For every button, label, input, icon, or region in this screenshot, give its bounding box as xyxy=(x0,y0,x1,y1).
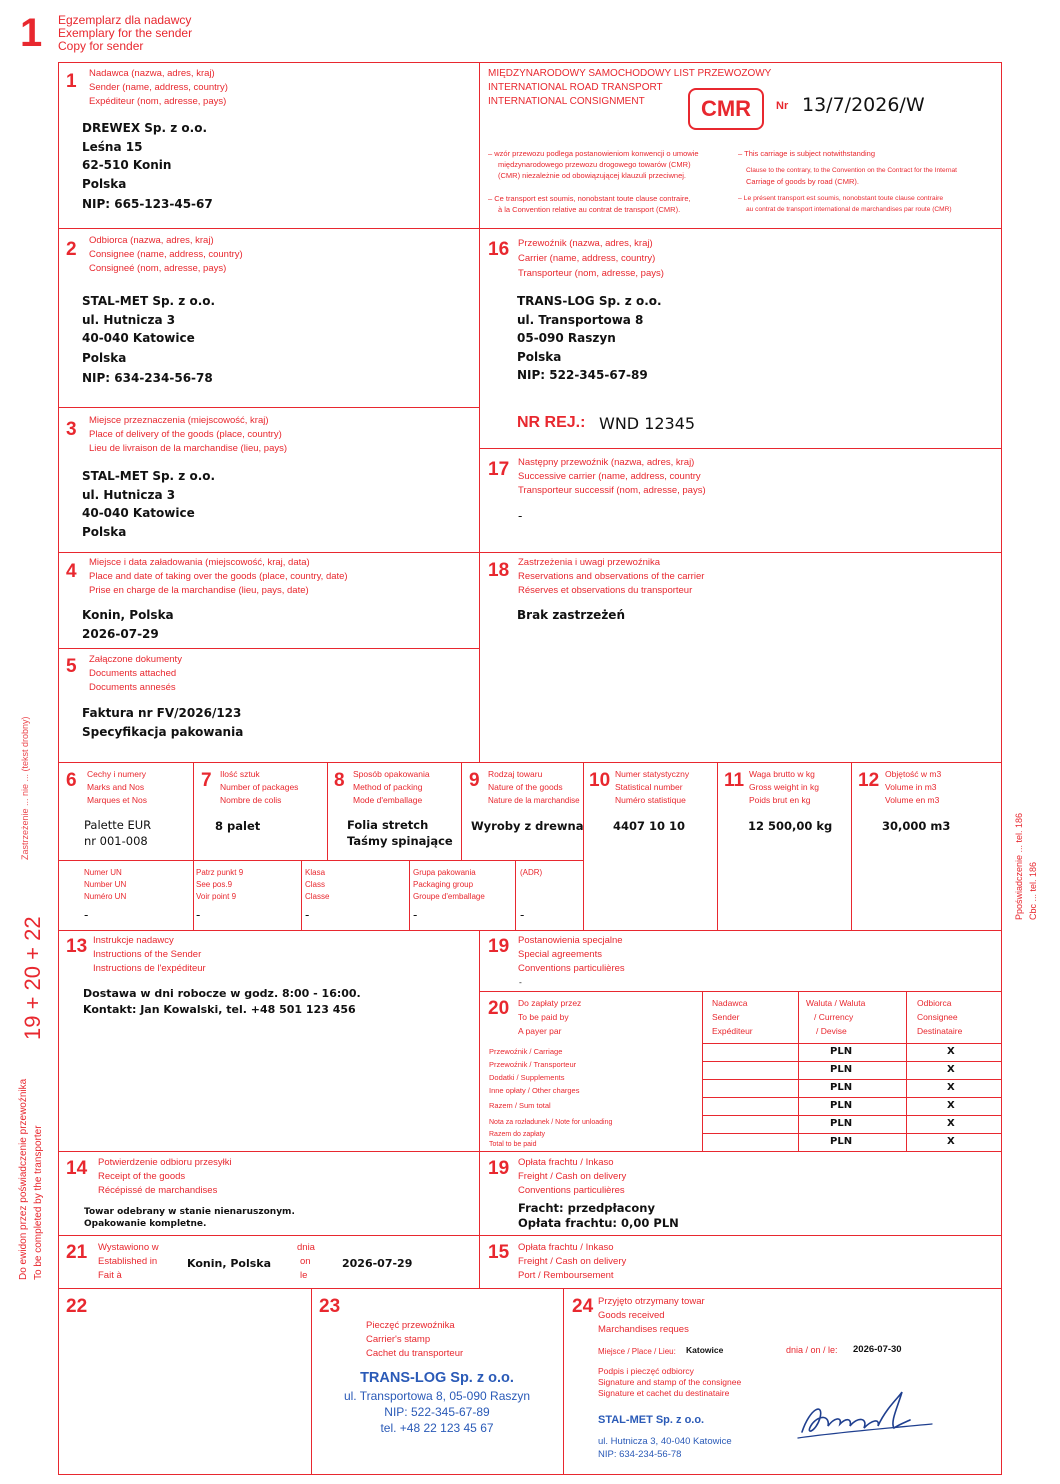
sender-nip: NIP: 665-123-45-67 xyxy=(82,197,213,211)
box5-label-fr: Documents annesés xyxy=(89,682,176,693)
copy-number: 1 xyxy=(20,11,43,55)
box2-label-fr: Consigneé (nom, adresse, pays) xyxy=(89,263,227,274)
consignee-stamp-nip: NIP: 634-234-56-78 xyxy=(598,1449,682,1460)
box12-label-pl: Objętość w m3 xyxy=(885,769,942,779)
adr-un-en: Number UN xyxy=(84,880,127,889)
box6-label-en: Marks and Nos xyxy=(87,782,145,792)
pay-row-consignee: X xyxy=(947,1046,955,1057)
delivery-name: STAL-MET Sp. z o.o. xyxy=(82,469,216,483)
cmr-badge: CMR xyxy=(688,88,764,130)
box15-number: 15 xyxy=(488,1242,510,1263)
box13-label-pl: Instrukcje nadawcy xyxy=(93,935,174,946)
box4-number: 4 xyxy=(66,561,77,582)
pay-row-currency: PLN xyxy=(830,1064,853,1075)
box7-label-pl: Ilość sztuk xyxy=(220,769,260,779)
box2-consignee xyxy=(82,292,215,388)
pay-row-currency: PLN xyxy=(830,1082,853,1093)
adr-group-pl: Grupa pakowania xyxy=(413,868,476,877)
box7-number: 7 xyxy=(201,770,212,791)
box9-label-pl: Rodzaj towaru xyxy=(488,769,543,779)
header-note-en1: – This carriage is subject notwithstanding xyxy=(738,149,876,158)
header-note-en4: – Le présent transport est soumis, nonobstant toute clause contraire xyxy=(738,195,944,202)
box24-date: 2026-07-30 xyxy=(853,1344,902,1355)
delivery-city: 40-040 Katowice xyxy=(82,506,195,520)
box20-number: 20 xyxy=(488,998,510,1019)
box6-number: 6 xyxy=(66,770,77,791)
box18-label-en: Reservations and observations of the carrier xyxy=(518,571,705,582)
box24-sign-en: Signature and stamp of the consignee xyxy=(598,1377,742,1387)
box1-number: 1 xyxy=(66,71,77,92)
pay-total-label-en: Total to be paid xyxy=(489,1141,537,1148)
pay-row-label: Nota za rozładunek / Note for unloading xyxy=(489,1119,613,1126)
consignee-nip: NIP: 634-234-56-78 xyxy=(82,371,213,385)
sender-name: DREWEX Sp. z o.o. xyxy=(82,121,207,135)
box9-number: 9 xyxy=(469,770,480,791)
box7-label-fr: Nombre de colis xyxy=(220,795,282,805)
consignee-name: STAL-MET Sp. z o.o. xyxy=(82,294,216,308)
pay-row-label: Przewoźnik / Transporteur xyxy=(489,1060,577,1069)
box24-label-pl: Przyjęto otrzymany towar xyxy=(598,1296,705,1307)
sender-country: Polska xyxy=(82,176,127,191)
header-note-fr1: – Ce transport est soumis, nonobstant toute clause contraire, xyxy=(488,194,691,203)
side-text-left-bottom1: Do ewidon przez poświadczenie przewoźnika xyxy=(18,1078,29,1280)
box12-label-fr: Volume en m3 xyxy=(885,795,940,805)
adr-un-fr: Numéro UN xyxy=(84,892,127,901)
box18-label-pl: Zastrzeżenia i uwagi przewoźnika xyxy=(518,557,661,568)
carrier-nip: NIP: 522-345-67-89 xyxy=(517,368,648,382)
side-text-left-top: Zastrzeżenie ... nie ... (tekst drobny) xyxy=(20,716,30,860)
side-text-left-mid: 19 + 20 + 22 xyxy=(20,916,45,1040)
pay-col-consignee-pl: Odbiorca xyxy=(917,998,952,1008)
box19a-number: 19 xyxy=(488,936,510,957)
adr-class-pl: Klasa xyxy=(305,868,326,877)
box24-sign-pl: Podpis i pieczęć odbiorcy xyxy=(598,1366,694,1376)
box4-label-fr: Prise en charge de la marchandise (lieu, pays, date) xyxy=(89,585,309,596)
pay-col-sender-pl: Nadawca xyxy=(712,998,748,1008)
adr-see-value: - xyxy=(196,908,201,922)
box11-number: 11 xyxy=(724,770,745,791)
box9-label-fr: Nature de la marchandise xyxy=(488,796,580,805)
pay-row-label: Dodatki / Supplements xyxy=(489,1073,565,1082)
box15-label-pl: Opłata frachtu / Inkaso xyxy=(518,1242,614,1253)
packing-line2: Taśmy spinające xyxy=(347,834,453,848)
adr-see-en: See pos.9 xyxy=(196,880,233,889)
document-invoice: Faktura nr FV/2026/123 xyxy=(82,706,242,720)
header-title-en: INTERNATIONAL ROAD TRANSPORT xyxy=(488,82,663,93)
box21-date-pl: dnia xyxy=(297,1242,315,1253)
box14-value xyxy=(84,1206,295,1230)
adr-see-fr: Voir point 9 xyxy=(196,892,237,901)
box13-instructions xyxy=(83,986,361,1018)
instruction-line1: Dostawa w dni robocze w godz. 8:00 - 16:00. xyxy=(83,987,361,1000)
adr-group-en: Packaging group xyxy=(413,880,474,889)
box7-label-en: Number of packages xyxy=(220,782,299,792)
box21-date-fr: le xyxy=(300,1270,308,1281)
header-note-fr2: à la Convention relative au contrat de transport (CMR). xyxy=(498,205,681,214)
adr-adr-label: (ADR) xyxy=(520,868,543,877)
sender-city: 62-510 Konin xyxy=(82,158,172,172)
registration-value: WND 12345 xyxy=(599,414,696,433)
box6-label-pl: Cechy i numery xyxy=(87,769,147,779)
box18-number: 18 xyxy=(488,560,510,581)
box17-label-en: Successive carrier (name, address, country xyxy=(518,471,701,482)
box19b-label-en: Freight / Cash on delivery xyxy=(518,1171,627,1182)
freight-line2: Opłata frachtu: 0,00 PLN xyxy=(518,1216,679,1230)
box18-label-fr: Réserves et observations du transporteur xyxy=(518,585,693,596)
box9-value: Wyroby z drewna xyxy=(471,819,584,833)
delivery-street: ul. Hutnicza 3 xyxy=(82,487,176,502)
box5-label-en: Documents attached xyxy=(89,668,177,679)
box3-label-fr: Lieu de livraison de la marchandise (lieu, pays) xyxy=(89,443,288,454)
box21-number: 21 xyxy=(66,1242,88,1263)
box19b-number: 19 xyxy=(488,1158,510,1179)
carrier-stamp xyxy=(311,1368,563,1436)
sender-street: Leśna 15 xyxy=(82,139,143,154)
box10-label-pl: Numer statystyczny xyxy=(615,769,690,779)
packing-line1: Folia stretch xyxy=(347,818,429,832)
consignee-stamp xyxy=(598,1412,732,1461)
receipt-line2: Opakowanie kompletne. xyxy=(84,1219,207,1229)
box17-value: - xyxy=(518,509,523,523)
issue-date: 2026-07-29 xyxy=(342,1257,413,1270)
pay-row-consignee: X xyxy=(947,1136,955,1147)
pay-total-label-pl: Razem do zapłaty xyxy=(489,1131,546,1138)
carrier-city: 05-090 Raszyn xyxy=(517,331,616,345)
consignee-street: ul. Hutnicza 3 xyxy=(82,312,176,327)
box24-place: Katowice xyxy=(686,1345,724,1355)
box4-label-en: Place and date of taking over the goods (place, country, date) xyxy=(89,571,348,582)
header-note-en3: Carriage of goods by road (CMR). xyxy=(746,177,859,186)
carrier-stamp-phone: tel. +48 22 123 45 67 xyxy=(380,1421,494,1435)
carrier-country: Polska xyxy=(517,349,562,364)
box16-label-fr: Transporteur (nom, adresse, pays) xyxy=(518,268,664,279)
box3-delivery xyxy=(82,467,215,541)
box11-label-en: Gross weight in kg xyxy=(749,782,819,792)
box9-label-en: Nature of the goods xyxy=(488,782,563,792)
box1-label-fr: Expéditeur (nom, adresse, pays) xyxy=(89,96,227,107)
header-note-en5: au contrat de transport international de marchandises par route (CMR) xyxy=(746,206,952,213)
box17-label-fr: Transporteur successif (nom, adresse, pays) xyxy=(518,485,706,496)
header-title-en2: INTERNATIONAL CONSIGNMENT xyxy=(488,96,645,107)
cmr-nr-value: 13/7/2026/W xyxy=(802,94,925,116)
pay-col-consignee-en: Consignee xyxy=(917,1012,958,1022)
box5-label-pl: Załączone dokumenty xyxy=(89,654,182,665)
box12-label-en: Volume in m3 xyxy=(885,782,937,792)
box13-label-fr: Instructions de l'expéditeur xyxy=(93,963,206,974)
header-note-pl2: międzynarodowego przewozu drogowego towarów (CMR) xyxy=(498,160,691,169)
pay-col-currency-en: / Currency xyxy=(814,1012,854,1022)
box21-label-pl: Wystawiono w xyxy=(98,1242,159,1253)
pay-col-consignee-fr: Destinataire xyxy=(917,1026,963,1036)
box2-label-pl: Odbiorca (nazwa, adres, kraj) xyxy=(89,235,214,246)
adr-group-value: - xyxy=(413,908,418,922)
receipt-line1: Towar odebrany w stanie nienaruszonym. xyxy=(84,1207,295,1217)
box12-number: 12 xyxy=(858,770,880,791)
box19a-value: - xyxy=(519,977,522,987)
box23-label-en: Carrier's stamp xyxy=(366,1334,431,1345)
box12-value: 30,000 m3 xyxy=(882,819,951,833)
box6-value xyxy=(84,817,151,849)
consignee-city: 40-040 Katowice xyxy=(82,331,195,345)
box2-label-en: Consignee (name, address, country) xyxy=(89,249,243,260)
box8-label-en: Method of packing xyxy=(353,782,423,792)
box17-label-pl: Następny przewoźnik (nazwa, adres, kraj) xyxy=(518,457,695,468)
box21-label-fr: Fait à xyxy=(98,1270,122,1281)
box16-label-pl: Przewoźnik (nazwa, adres, kraj) xyxy=(518,238,653,249)
header-title-pl: MIĘDZYNARODOWY SAMOCHODOWY LIST PRZEWOZOWY xyxy=(488,68,772,79)
box18-value: Brak zastrzeżeń xyxy=(517,608,625,622)
pay-col-sender-fr: Expéditeur xyxy=(712,1026,753,1036)
registration-label: NR REJ.: xyxy=(517,414,586,431)
adr-un-pl: Numer UN xyxy=(84,868,122,877)
box20-label-pl: Do zapłaty przez xyxy=(518,998,582,1008)
box5-number: 5 xyxy=(66,656,77,677)
box6-label-fr: Marques et Nos xyxy=(87,795,147,805)
box21-date-en: on xyxy=(300,1256,311,1267)
box1-label-en: Sender (name, address, country) xyxy=(89,82,228,93)
box13-number: 13 xyxy=(66,936,88,957)
box19b-label-pl: Opłata frachtu / Inkaso xyxy=(518,1157,614,1168)
box3-label-pl: Miejsce przeznaczenia (miejscowość, kraj) xyxy=(89,415,269,426)
pay-row-currency: PLN xyxy=(830,1100,853,1111)
consignee-stamp-address: ul. Hutnicza 3, 40-040 Katowice xyxy=(598,1436,732,1447)
document-specification: Specyfikacja pakowania xyxy=(82,724,244,739)
carrier-street: ul. Transportowa 8 xyxy=(517,312,644,327)
box10-label-fr: Numéro statistique xyxy=(615,795,686,805)
box19b-label-fr: Conventions particulières xyxy=(518,1185,625,1196)
adr-adr-value: - xyxy=(520,908,525,922)
box13-label-en: Instructions of the Sender xyxy=(93,949,202,960)
box24-place-label: Miejsce / Place / Lieu: xyxy=(598,1347,676,1356)
box4-taking-over xyxy=(82,606,174,643)
box11-label-pl: Waga brutto w kg xyxy=(749,769,815,779)
pay-row-label: Inne opłaty / Other charges xyxy=(489,1086,580,1095)
box1-label-pl: Nadawca (nazwa, adres, kraj) xyxy=(89,68,215,79)
box22-number: 22 xyxy=(66,1296,88,1317)
box2-number: 2 xyxy=(66,239,77,260)
header-note-pl3: (CMR) niezależnie od obowiązującej klauzuli przeciwnej. xyxy=(498,171,687,180)
box14-label-pl: Potwierdzenie odbioru przesyłki xyxy=(98,1157,232,1168)
box23-label-fr: Cachet du transporteur xyxy=(366,1348,464,1359)
box8-value xyxy=(347,817,453,849)
box19b-value xyxy=(518,1201,679,1231)
header-note-en2: Clause to the contrary, to the Convention on the Contract for the Internat xyxy=(746,167,957,174)
copy-label-en2: Copy for sender xyxy=(58,39,144,53)
header-note-pl1: – wzór przewozu podlega postanowieniom konwencji o umowie xyxy=(488,149,699,158)
box14-label-fr: Récépissé de marchandises xyxy=(98,1185,218,1196)
pay-row-currency: PLN xyxy=(830,1046,853,1057)
pay-col-currency-fr: / Devise xyxy=(816,1026,847,1036)
copy-label-pl: Egzemplarz dla nadawcy xyxy=(58,13,192,27)
box23-number: 23 xyxy=(319,1296,341,1317)
consignee-country: Polska xyxy=(82,350,127,365)
pay-row-label: Przewoźnik / Carriage xyxy=(489,1047,563,1056)
carrier-stamp-name: TRANS-LOG Sp. z o.o. xyxy=(360,1370,514,1386)
box11-label-fr: Poids brut en kg xyxy=(749,795,811,805)
adr-class-fr: Classe xyxy=(305,892,330,901)
adr-class-value: - xyxy=(305,908,310,922)
freight-line1: Fracht: przedpłacony xyxy=(518,1201,655,1215)
box19a-label-pl: Postanowienia specjalne xyxy=(518,935,623,946)
box8-number: 8 xyxy=(334,770,345,791)
box10-number: 10 xyxy=(589,770,611,791)
pay-row-consignee: X xyxy=(947,1100,955,1111)
issue-place: Konin, Polska xyxy=(187,1257,272,1270)
box15-label-en: Freight / Cash on delivery xyxy=(518,1256,627,1267)
loading-date: 2026-07-29 xyxy=(82,626,159,641)
adr-see-pl: Patrz punkt 9 xyxy=(196,868,244,877)
signature-image xyxy=(790,1388,940,1448)
box16-number: 16 xyxy=(488,239,510,260)
carrier-stamp-address: ul. Transportowa 8, 05-090 Raszyn xyxy=(343,1389,531,1403)
box16-label-en: Carrier (name, address, country) xyxy=(518,253,656,264)
adr-group-fr: Groupe d'emballage xyxy=(413,892,485,901)
box24-label-fr: Marchandises reques xyxy=(598,1324,689,1335)
box24-number: 24 xyxy=(572,1296,594,1317)
pay-row-consignee: X xyxy=(947,1064,955,1075)
adr-class-en: Class xyxy=(305,880,326,889)
instruction-line2: Kontakt: Jan Kowalski, tel. +48 501 123 456 xyxy=(83,1003,356,1016)
delivery-country: Polska xyxy=(82,524,127,539)
box15-label-fr: Port / Remboursement xyxy=(518,1270,614,1281)
box10-value: 4407 10 10 xyxy=(613,819,686,833)
pay-row-currency: PLN xyxy=(830,1118,853,1129)
box20-label-fr: A payer par xyxy=(518,1026,562,1036)
box14-number: 14 xyxy=(66,1158,88,1179)
pay-col-sender-en: Sender xyxy=(712,1012,740,1022)
side-text-left-bottom2: To be completed by the transporter xyxy=(33,1125,44,1280)
pay-row-label: Razem / Sum total xyxy=(489,1101,551,1110)
marks-line1: Palette EUR xyxy=(84,818,152,832)
box11-value: 12 500,00 kg xyxy=(748,819,833,833)
box3-label-en: Place of delivery of the goods (place, country) xyxy=(89,429,282,440)
box24-date-label: dnia / on / le: xyxy=(786,1345,838,1355)
pay-row-consignee: X xyxy=(947,1082,955,1093)
box17-number: 17 xyxy=(488,459,510,480)
carrier-name: TRANS-LOG Sp. z o.o. xyxy=(517,294,662,308)
box21-label-en: Established in xyxy=(98,1256,158,1267)
copy-label-en: Exemplary for the sender xyxy=(58,26,193,40)
box19a-label-en: Special agreements xyxy=(518,949,602,960)
box10-label-en: Statistical number xyxy=(615,782,683,792)
cmr-nr-label: Nr xyxy=(776,100,789,112)
marks-line2: nr 001-008 xyxy=(84,834,148,848)
pay-row-consignee: X xyxy=(947,1118,955,1129)
box4-label-pl: Miejsce i data załadowania (miejscowość, kraj, data) xyxy=(89,557,310,568)
box5-documents xyxy=(82,704,243,741)
box23-label-pl: Pieczęć przewoźnika xyxy=(366,1320,455,1331)
box24-sign-fr: Signature et cachet du destinataire xyxy=(598,1388,730,1398)
box1-sender xyxy=(82,119,213,214)
pay-col-currency-pl: Waluta / Waluta xyxy=(806,998,866,1008)
box7-value: 8 palet xyxy=(215,819,261,833)
consignee-stamp-name: STAL-MET Sp. z o.o. xyxy=(598,1414,705,1426)
box16-carrier xyxy=(517,292,662,385)
box24-label-en: Goods received xyxy=(598,1310,665,1321)
box3-number: 3 xyxy=(66,419,77,440)
side-text-right1: Ppoświadczenie ... tel. 186 xyxy=(1014,812,1024,920)
box8-label-pl: Sposób opakowania xyxy=(353,769,430,779)
loading-place: Konin, Polska xyxy=(82,608,174,622)
carrier-stamp-nip: NIP: 522-345-67-89 xyxy=(384,1405,490,1419)
pay-row-currency: PLN xyxy=(830,1136,853,1147)
adr-un-value: - xyxy=(84,908,89,922)
box8-label-fr: Mode d'emballage xyxy=(353,795,423,805)
box20-label-en: To be paid by xyxy=(518,1012,569,1022)
box19a-label-fr: Conventions particulières xyxy=(518,963,625,974)
box14-label-en: Receipt of the goods xyxy=(98,1171,186,1182)
side-text-right2: Cbc ... tel. 186 xyxy=(1028,861,1038,920)
